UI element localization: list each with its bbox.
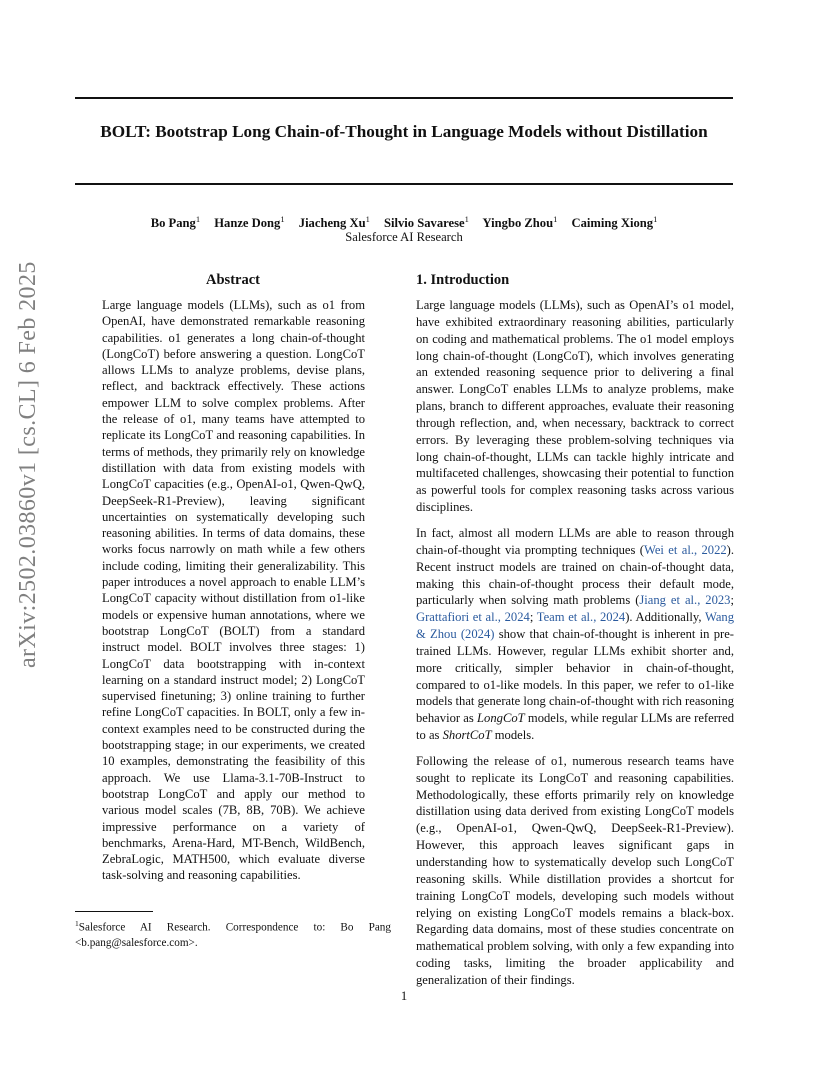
title-bottom-rule xyxy=(75,183,733,185)
footnote-rule xyxy=(75,911,153,912)
citation-link[interactable]: Wei et al., 2022 xyxy=(643,542,727,557)
author: Hanze Dong$^1$ xyxy=(214,214,285,231)
footnote xyxy=(75,916,391,951)
title-top-rule xyxy=(75,97,733,99)
author: Jiacheng Xu$^1$ xyxy=(298,214,370,231)
paper-title: BOLT: Bootstrap Long Chain-of-Thought in Language Models without Distillation xyxy=(100,122,708,141)
introduction-body xyxy=(416,297,734,998)
abstract-body: Large language models (LLMs), such as o1 from OpenAI, have demonstrated remarkable reasoning capabilities. o1 generates a long chain-of-thought (LongCoT) before answering a question. LongCoT allows LLMs to analyze problems, devise plans, reflect, and backtrack effectively. These actions empower LLM to solve complex problems. After the release of o1, many teams have attempted to replicate its LongCoT and reasoning capabilities. In terms of methods, they primarily rely on knowledge distillation with data from existing models with LongCoT capacities (e.g., OpenAI-o1, Qwen-QwQ, DeepSeek-R1-Preview), leaving significant uncertainties on systematically developing such reasoning abilities. In terms of data domains, these works focus narrowly on math while a few others include coding, limiting their generalizability. This paper introduces a novel approach to enable LLM’s LongCoT capacity without distillation from o1-like models or expensive human annotations, where we bootstrap LongCoT (BOLT) from a standard instruct model. BOLT involves three stages: 1) LongCoT data bootstrapping with in-context learning on a standard instruct model; 2) LongCoT supervised finetuning; 3) online training to further refine LongCoT capacities. In BOLT, only a few in-context examples need to be constructed during the bootstrapping stage; in our experiments, we created 10 examples, demonstrating the feasibility of this approach. We use Llama-3.1-70B-Instruct to bootstrap LongCoT and apply our method to various model scales (7B, 8B, 70B). We achieve impressive performance on a variety of benchmarks, Arena-Hard, MT-Bench, WildBench, ZebraLogic, MATH500, which evaluate diverse task-solving and reasoning capabilities. xyxy=(102,298,365,883)
author: Bo Pang$^1$ xyxy=(150,214,201,231)
citation-link[interactable]: Grattafiori et al., 2024 xyxy=(416,610,530,625)
term-shortcot: ShortCoT xyxy=(442,728,492,743)
page-number: 1 xyxy=(400,989,408,1003)
footnote-text: Salesforce AI Research. Correspondence to: Bo Pang <b.pang@salesforce.com>. xyxy=(75,921,391,949)
author: Silvio Savarese$^1$ xyxy=(384,214,469,231)
affiliation: Salesforce AI Research xyxy=(345,230,463,244)
citation-link[interactable]: Team et al., 2024 xyxy=(536,610,626,625)
intro-paragraph-1: Large language models (LLMs), such as OpenAI’s o1 model, have exhibited extraordinary reasoning abilities, particularly on coding and mathematical problems. The o1 model employs long chain-of-thought (LongCoT), which involves generating an extended reasoning sequence prior to delivering a final answer. LongCoT enables LLMs to analyze problems, make plans, branch to different approaches, evaluate their reasoning through reflection, and, when necessary, backtrack to correct errors. By leveraging these problem-solving techniques via long chain-of-thought, LLMs can tackle highly intricate and multifaceted challenges, showcasing their potential to function as powerful tools for complex reasoning tasks across various disciplines. xyxy=(416,298,734,515)
introduction-heading: 1. Introduction xyxy=(416,272,510,288)
term-longcot: LongCoT xyxy=(477,711,525,726)
author: Yingbo Zhou$^1$ xyxy=(482,214,558,231)
abstract-heading: Abstract xyxy=(206,272,260,288)
intro-paragraph-2: In fact, almost all modern LLMs are able to reason through chain-of-thought via prompting techniques (Wei et al., 2022). Recent instruct models are trained on chain-of-thought data, making this chain-of-thought process their default mode, particularly when solving math problems (Jiang et al., 2023; Grattafiori et al., 2024; Team et al., 2024). Additionally, Wang & Zhou (2024) show that chain-of-thought is inherent in pre-trained LLMs. However, regular LLMs exhibit shorter and, more critically, simpler behavior in chain-of-thought, compared to o1-like models. In this paper, we refer to o1-like models that generate long chain-of-thought with rich reasoning behavior as LongCoT models, while regular LLMs are referred to as ShortCoT models. xyxy=(416,525,735,743)
author: Caiming Xiong$^1$ xyxy=(571,214,658,231)
citation-link[interactable]: Jiang et al., 2023 xyxy=(639,593,731,608)
intro-paragraph-3: Following the release of o1, numerous research teams have sought to replicate its LongCoT and reasoning capabilities. Methodologically, these efforts primarily rely on knowledge distillation using data derived from existing LongCoT models (e.g., OpenAI-o1, Qwen-QwQ, DeepSeek-R1-Preview). However, this approach leaves significant gaps in understanding how to systematically develop such LongCoT reasoning skills. While distillation provides a shortcut for training LongCoT models, developing such models without relying on existing LongCoT models remains a black-box. Regarding data domains, most of these studies concentrate on mathematical problem solving, with only a few expanding into coding tasks, limiting the broader applicability and generalization of their findings. xyxy=(416,753,734,987)
arxiv-stamp: arXiv:2502.03860v1 [cs.CL] 6 Feb 2025 xyxy=(15,261,41,668)
footnote-mark: 1 xyxy=(75,919,79,928)
citation-link[interactable]: Wang & Zhou (2024) xyxy=(416,610,734,642)
